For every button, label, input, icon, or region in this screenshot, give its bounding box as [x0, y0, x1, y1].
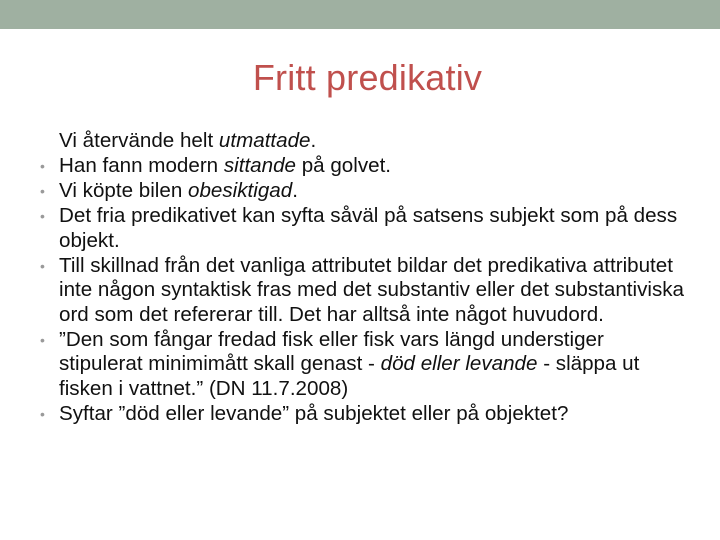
list-item — [40, 328, 690, 402]
text-run: Det fria predikativet kan syfta såväl på satsens subjekt som på dess objekt. — [59, 204, 678, 252]
list-item — [40, 129, 690, 154]
text-run: Till skillnad från det vanliga attributet bildar det predikativa attributet inte någon syntaktisk fras med det substantiv eller det substantiviska ord som det refererar till. Det har alltså inte något huvudord. — [59, 253, 685, 326]
italic-text: utmattade — [218, 129, 311, 152]
slide-title: Fritt predikativ — [252, 57, 483, 98]
bullet-icon: • — [40, 257, 45, 274]
bullet-icon: • — [40, 183, 45, 199]
list-item — [40, 179, 690, 204]
bullet-icon: • — [40, 158, 45, 174]
italic-text: obesiktigad — [188, 179, 293, 202]
italic-text: död eller levande — [380, 352, 538, 375]
italic-text: sittande — [223, 154, 296, 177]
text-run: - släppa ut fisken i vattnet.” (DN 11.7.2008) — [59, 352, 640, 400]
list-item — [40, 154, 690, 179]
list-item — [40, 204, 690, 253]
text-run: Vi köpte bilen — [59, 179, 188, 202]
bullet-icon: • — [40, 331, 45, 348]
list-item — [40, 254, 690, 328]
text-run: på golvet. — [296, 154, 392, 177]
top-accent-bar — [0, 0, 720, 29]
text-run: Vi återvände helt — [59, 129, 219, 152]
text-run: ”Den som fångar fredad fisk eller fisk vars längd understiger stipulerat minimimått skall genast - — [59, 327, 604, 375]
list-item — [40, 402, 690, 427]
text-run: . — [310, 129, 317, 152]
text-run: . — [292, 179, 298, 202]
bullet-icon: • — [40, 208, 45, 224]
text-run: Syftar ”död eller levande” på subjektet eller på objektet? — [59, 401, 569, 425]
bullet-icon: • — [40, 405, 45, 422]
text-run: Han fann modern — [59, 154, 224, 177]
slide-body — [40, 129, 690, 427]
